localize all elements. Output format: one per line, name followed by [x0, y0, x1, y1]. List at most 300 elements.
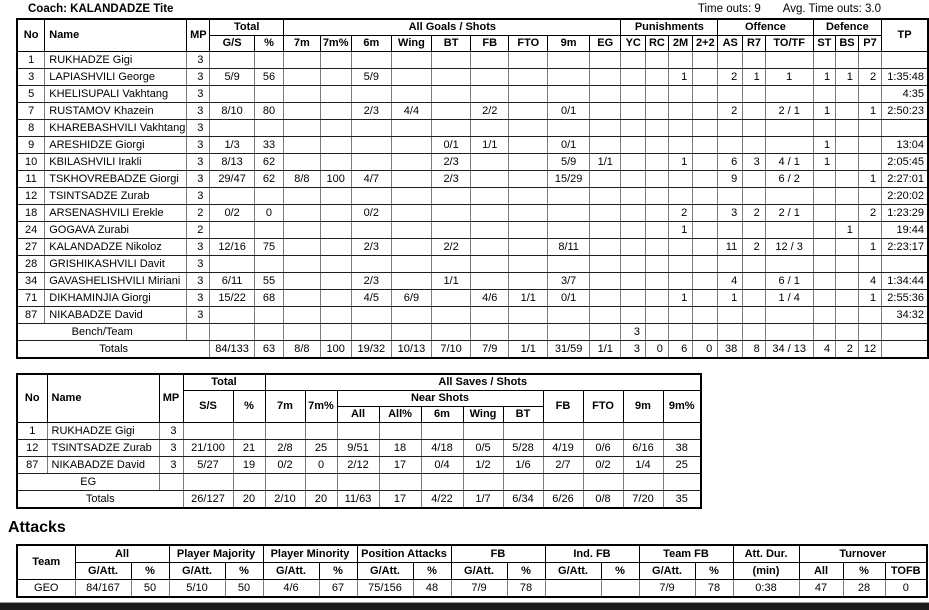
col-name: Name: [45, 19, 187, 52]
table-cell: NIKABADZE David: [45, 307, 187, 324]
table-cell: [743, 86, 766, 103]
table-cell: [210, 222, 254, 239]
col-no: No: [17, 19, 45, 52]
col-ss: S/S: [183, 391, 233, 423]
table-cell: 1: [813, 154, 836, 171]
table-cell: [882, 341, 928, 359]
table-cell: 8/8: [284, 341, 320, 359]
table-cell: [693, 171, 718, 188]
table-cell: [503, 423, 543, 440]
table-cell: [548, 222, 590, 239]
table-cell: [320, 188, 351, 205]
table-cell: 4/5: [351, 290, 391, 307]
table-cell: 5/9: [548, 154, 590, 171]
table-cell: [693, 273, 718, 290]
table-cell: 1/1: [590, 341, 621, 359]
table-cell: [337, 423, 379, 440]
table-cell: [509, 69, 548, 86]
table-cell: [284, 86, 320, 103]
table-cell: 1: [718, 290, 743, 307]
table-cell: [183, 423, 233, 440]
table-cell: [693, 86, 718, 103]
table-cell: [187, 324, 210, 341]
table-cell: [601, 580, 639, 598]
table-cell: TSKHOVREBADZE Giorgi: [45, 171, 187, 188]
table-cell: [284, 324, 320, 341]
table-cell: 12: [858, 341, 881, 359]
table-cell: 0/4: [421, 457, 463, 474]
coach-label: Coach: KALANDADZE Tite: [28, 3, 174, 15]
table-cell: 4/19: [543, 440, 583, 457]
table-cell: 17: [379, 457, 421, 474]
col-pa-pct: %: [413, 563, 451, 580]
table-cell: 1/6: [503, 457, 543, 474]
table-cell: [351, 188, 391, 205]
col-2m: 2M: [668, 36, 692, 52]
table-cell: [509, 205, 548, 222]
table-cell: [548, 188, 590, 205]
col-6m: 6m: [351, 36, 391, 52]
table-cell: [623, 423, 663, 440]
table-cell: [645, 52, 668, 69]
col-tofb: TOFB: [885, 563, 927, 580]
col-pm-gatt: G/Att.: [169, 563, 225, 580]
table-cell: [743, 171, 766, 188]
table-cell: [621, 154, 645, 171]
group-all-saves: All Saves / Shots: [265, 374, 701, 391]
table-cell: [743, 188, 766, 205]
table-cell: 5/27: [183, 457, 233, 474]
col-fb-gatt: G/Att.: [451, 563, 507, 580]
table-cell: 1/7: [463, 491, 503, 509]
goalkeepers-stats-table: [16, 373, 702, 509]
table-cell: [668, 273, 692, 290]
table-cell: [509, 86, 548, 103]
table-cell: [320, 154, 351, 171]
table-cell: [668, 137, 692, 154]
col-team: Team: [17, 545, 75, 580]
table-cell: [351, 86, 391, 103]
table-cell: 1: [668, 290, 692, 307]
table-cell: 7/20: [623, 491, 663, 509]
table-cell: 2:05:45: [882, 154, 928, 171]
table-cell: [391, 86, 431, 103]
table-cell: [621, 69, 645, 86]
table-row: [17, 457, 701, 474]
table-cell: 4: [858, 273, 881, 290]
table-cell: TSINTSADZE Zurab: [47, 440, 159, 457]
table-cell: 1: [813, 137, 836, 154]
table-cell: [351, 137, 391, 154]
table-cell: [210, 52, 254, 69]
table-cell: [645, 171, 668, 188]
table-cell: 1: [858, 239, 881, 256]
table-cell: [320, 137, 351, 154]
table-row: [17, 239, 928, 256]
table-cell: [621, 103, 645, 120]
table-cell: 3: [743, 154, 766, 171]
table-cell: [645, 324, 668, 341]
table-cell: [471, 205, 509, 222]
table-cell: [210, 120, 254, 137]
table-cell: 15/29: [548, 171, 590, 188]
row-label: Bench/Team: [17, 324, 187, 341]
table-cell: 0: [254, 205, 283, 222]
table-cell: 7/9: [451, 580, 507, 598]
table-cell: 100: [320, 171, 351, 188]
table-cell: [391, 137, 431, 154]
table-cell: 50: [225, 580, 263, 598]
table-cell: [645, 120, 668, 137]
table-cell: 29/47: [210, 171, 254, 188]
table-cell: 67: [319, 580, 357, 598]
table-cell: LAPIASHVILI George: [45, 69, 187, 86]
table-cell: 34:32: [882, 307, 928, 324]
col-indfb-gatt: G/Att.: [545, 563, 601, 580]
table-cell: [813, 239, 836, 256]
table-cell: [836, 120, 859, 137]
table-row: [17, 137, 928, 154]
table-cell: 2/10: [265, 491, 305, 509]
table-cell: 1: [858, 103, 881, 120]
table-cell: [432, 222, 471, 239]
table-cell: [391, 324, 431, 341]
col-pmin-pct: %: [319, 563, 357, 580]
table-cell: [548, 120, 590, 137]
table-cell: [743, 137, 766, 154]
table-cell: [432, 86, 471, 103]
table-cell: [743, 307, 766, 324]
col-indfb-pct: %: [601, 563, 639, 580]
table-cell: [858, 256, 881, 273]
table-cell: [509, 256, 548, 273]
attacks-section-title: Attacks: [8, 519, 66, 536]
table-cell: [463, 423, 503, 440]
table-cell: 6/11: [210, 273, 254, 290]
table-cell: [621, 52, 645, 69]
table-cell: [836, 239, 859, 256]
table-cell: ARESHIDZE Giorgi: [45, 137, 187, 154]
timeouts-summary: [676, 3, 881, 15]
table-cell: 1: [813, 69, 836, 86]
table-cell: 1/4: [623, 457, 663, 474]
table-cell: [621, 256, 645, 273]
table-cell: [432, 290, 471, 307]
players-stats-table: [16, 18, 929, 359]
table-cell: 5: [17, 86, 45, 103]
table-cell: 3: [187, 188, 210, 205]
table-cell: 0: [885, 580, 927, 598]
group-team-fb: Team FB: [639, 545, 733, 563]
table-cell: [583, 474, 623, 491]
table-row: [17, 256, 928, 273]
table-cell: [391, 205, 431, 222]
table-cell: [590, 290, 621, 307]
table-cell: [668, 52, 692, 69]
table-cell: 1: [813, 103, 836, 120]
table-cell: 12 / 3: [765, 239, 813, 256]
table-cell: 2: [836, 341, 859, 359]
table-cell: [391, 307, 431, 324]
table-cell: [284, 69, 320, 86]
table-cell: 3: [159, 457, 183, 474]
col-turnover-all: All: [799, 563, 843, 580]
table-cell: 1 / 4: [765, 290, 813, 307]
table-cell: [254, 52, 283, 69]
table-cell: [858, 324, 881, 341]
table-cell: [391, 239, 431, 256]
table-cell: 31/59: [548, 341, 590, 359]
table-cell: [621, 137, 645, 154]
group-turnover: Turnover: [799, 545, 927, 563]
table-cell: GOGAVA Zurabi: [45, 222, 187, 239]
table-cell: 2/12: [337, 457, 379, 474]
table-cell: 6/9: [391, 290, 431, 307]
table-cell: DIKHAMINJIA Giorgi: [45, 290, 187, 307]
table-cell: [718, 137, 743, 154]
table-row: [17, 120, 928, 137]
table-cell: [590, 239, 621, 256]
group-position-attacks: Position Attacks: [357, 545, 451, 563]
table-cell: KHAREBASHVILI Vakhtang: [45, 120, 187, 137]
table-cell: 3: [718, 205, 743, 222]
table-cell: 2:55:36: [882, 290, 928, 307]
col-wing: Wing: [391, 36, 431, 52]
table-cell: [765, 256, 813, 273]
table-cell: [743, 290, 766, 307]
table-cell: 63: [254, 341, 283, 359]
table-cell: [645, 86, 668, 103]
col-all-pct: %: [131, 563, 169, 580]
table-cell: [391, 154, 431, 171]
table-cell: [590, 222, 621, 239]
table-cell: [718, 120, 743, 137]
table-cell: 7: [17, 103, 45, 120]
table-cell: 7/9: [639, 580, 695, 598]
table-cell: 12: [17, 440, 47, 457]
table-cell: [645, 188, 668, 205]
table-cell: 8/11: [548, 239, 590, 256]
table-cell: 1: [858, 171, 881, 188]
table-cell: 0: [645, 341, 668, 359]
avg-timeouts-label: Avg. Time outs: 3.0: [782, 3, 881, 15]
table-cell: [391, 52, 431, 69]
table-cell: [305, 474, 337, 491]
table-cell: 10/13: [391, 341, 431, 359]
table-cell: 4/4: [391, 103, 431, 120]
col-fb: FB: [543, 391, 583, 423]
table-cell: [509, 273, 548, 290]
table-cell: [813, 256, 836, 273]
table-cell: NIKABADZE David: [47, 457, 159, 474]
table-cell: [471, 273, 509, 290]
table-cell: [545, 580, 601, 598]
table-cell: [858, 307, 881, 324]
table-cell: [621, 205, 645, 222]
table-cell: 6: [718, 154, 743, 171]
table-cell: [320, 290, 351, 307]
col-7m-pct: 7m%: [305, 391, 337, 423]
table-cell: 87: [17, 457, 47, 474]
table-cell: [813, 86, 836, 103]
col-near-wing: Wing: [463, 407, 503, 423]
table-cell: 2: [743, 205, 766, 222]
table-cell: [693, 103, 718, 120]
table-cell: 33: [254, 137, 283, 154]
table-cell: [351, 256, 391, 273]
col-r7: R7: [743, 36, 766, 52]
table-cell: [590, 171, 621, 188]
table-cell: [320, 324, 351, 341]
table-cell: 4:35: [882, 86, 928, 103]
table-cell: [813, 188, 836, 205]
table-cell: 1: [17, 52, 45, 69]
table-cell: [509, 52, 548, 69]
table-cell: [645, 239, 668, 256]
col-totf: TO/TF: [765, 36, 813, 52]
table-cell: [693, 52, 718, 69]
table-cell: [320, 103, 351, 120]
table-cell: [320, 69, 351, 86]
table-cell: [836, 290, 859, 307]
table-cell: 3: [621, 341, 645, 359]
table-cell: [471, 120, 509, 137]
table-cell: 50: [131, 580, 169, 598]
table-cell: 27: [17, 239, 45, 256]
table-cell: [391, 188, 431, 205]
table-cell: [509, 188, 548, 205]
table-cell: GAVASHELISHVILI Miriani: [45, 273, 187, 290]
table-cell: RUKHADZE Gigi: [45, 52, 187, 69]
table-cell: 4/22: [421, 491, 463, 509]
table-cell: [668, 86, 692, 103]
table-cell: [391, 120, 431, 137]
table-cell: [858, 222, 881, 239]
table-cell: [693, 120, 718, 137]
table-cell: 2:50:23: [882, 103, 928, 120]
group-all: All: [75, 545, 169, 563]
table-cell: 34 / 13: [765, 341, 813, 359]
table-cell: [548, 86, 590, 103]
table-cell: [284, 188, 320, 205]
table-cell: [233, 474, 265, 491]
table-cell: [509, 239, 548, 256]
table-cell: [858, 154, 881, 171]
table-cell: [284, 239, 320, 256]
table-cell: 15/22: [210, 290, 254, 307]
table-cell: 1: [17, 423, 47, 440]
table-cell: [421, 423, 463, 440]
table-cell: [693, 222, 718, 239]
table-cell: [813, 273, 836, 290]
table-cell: 3/7: [548, 273, 590, 290]
table-cell: [509, 171, 548, 188]
table-cell: 62: [254, 171, 283, 188]
table-cell: [836, 86, 859, 103]
table-cell: [320, 120, 351, 137]
table-cell: 0/1: [548, 137, 590, 154]
table-cell: [391, 69, 431, 86]
table-cell: 25: [305, 440, 337, 457]
table-cell: 2/2: [432, 239, 471, 256]
table-cell: [813, 171, 836, 188]
table-cell: [548, 69, 590, 86]
table-cell: [284, 103, 320, 120]
table-cell: [813, 290, 836, 307]
table-cell: [836, 171, 859, 188]
table-cell: [621, 307, 645, 324]
table-cell: 2:20:02: [882, 188, 928, 205]
table-cell: 0/2: [351, 205, 391, 222]
table-cell: [645, 205, 668, 222]
table-cell: 20: [305, 491, 337, 509]
col-all-gatt: G/Att.: [75, 563, 131, 580]
table-cell: 1/3: [210, 137, 254, 154]
table-cell: [718, 86, 743, 103]
table-cell: [471, 52, 509, 69]
table-cell: [645, 103, 668, 120]
table-cell: [668, 103, 692, 120]
table-cell: [858, 86, 881, 103]
col-9m-pct: 9m%: [663, 391, 701, 423]
table-cell: [668, 171, 692, 188]
table-cell: 3: [187, 273, 210, 290]
table-cell: 5/9: [351, 69, 391, 86]
table-cell: 11: [718, 239, 743, 256]
table-cell: [765, 307, 813, 324]
table-cell: 1: [836, 69, 859, 86]
col-7m-pct: 7m%: [320, 36, 351, 52]
table-cell: [668, 307, 692, 324]
table-cell: [718, 222, 743, 239]
col-bs: BS: [836, 36, 859, 52]
table-cell: 8/10: [210, 103, 254, 120]
table-cell: [254, 86, 283, 103]
table-cell: [590, 103, 621, 120]
col-fto: FTO: [509, 36, 548, 52]
col-9m: 9m: [548, 36, 590, 52]
table-cell: 2/3: [432, 171, 471, 188]
table-cell: [743, 273, 766, 290]
table-cell: [645, 222, 668, 239]
col-st: ST: [813, 36, 836, 52]
table-cell: [743, 120, 766, 137]
table-cell: 4: [718, 273, 743, 290]
table-row: [17, 290, 928, 307]
table-cell: [421, 474, 463, 491]
summary-row: [17, 474, 701, 491]
table-row: [17, 103, 928, 120]
table-cell: 3: [187, 120, 210, 137]
table-cell: [693, 239, 718, 256]
table-cell: [265, 474, 305, 491]
table-cell: [432, 52, 471, 69]
table-cell: [590, 324, 621, 341]
table-cell: 2/3: [351, 273, 391, 290]
table-cell: 0/8: [583, 491, 623, 509]
col-fb-pct: %: [507, 563, 545, 580]
table-cell: 75: [254, 239, 283, 256]
table-cell: 1/1: [590, 154, 621, 171]
table-cell: [432, 205, 471, 222]
table-cell: [543, 423, 583, 440]
table-cell: 2:23:17: [882, 239, 928, 256]
table-cell: 0/1: [548, 290, 590, 307]
table-cell: [693, 290, 718, 307]
table-cell: 1/1: [509, 341, 548, 359]
table-row: [17, 205, 928, 222]
table-cell: 38: [718, 341, 743, 359]
